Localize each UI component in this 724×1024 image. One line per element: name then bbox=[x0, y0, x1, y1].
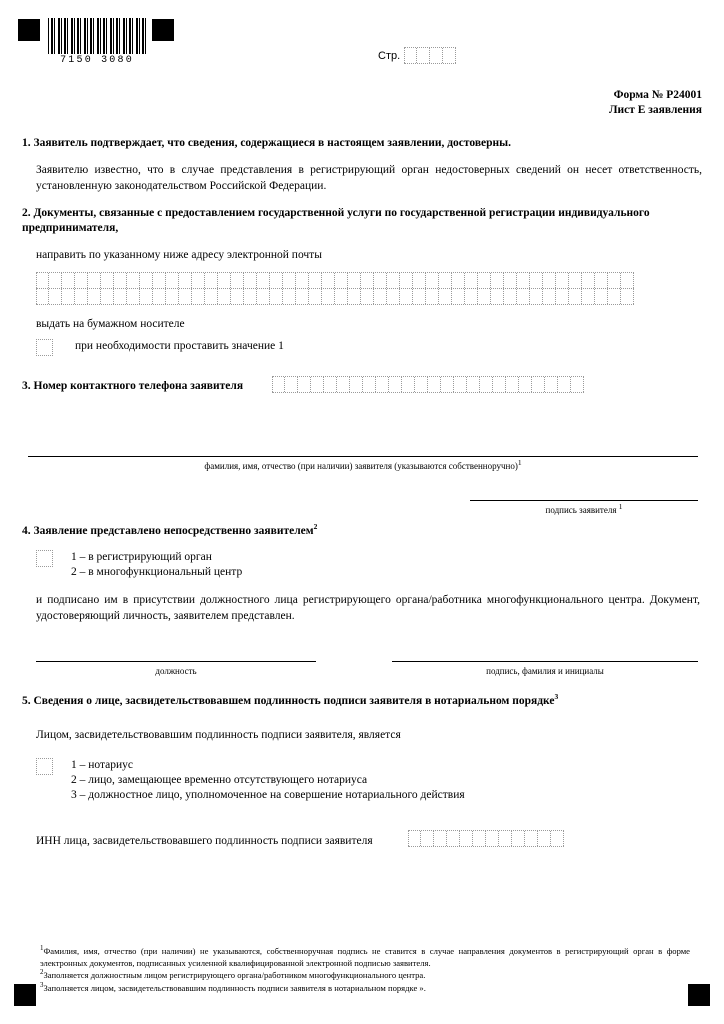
section5-checkbox[interactable] bbox=[36, 758, 53, 775]
applicant-name-caption-text: фамилия, имя, отчество (при наличии) заявителя (указываются собственноручно) bbox=[204, 461, 518, 471]
input-cell[interactable] bbox=[517, 289, 530, 304]
section2-email-label: направить по указанному ниже адресу электронной почты bbox=[36, 249, 322, 261]
input-cell[interactable] bbox=[430, 48, 443, 63]
input-cell[interactable] bbox=[499, 831, 512, 846]
input-cell[interactable] bbox=[582, 289, 595, 304]
input-cell[interactable] bbox=[434, 831, 447, 846]
input-cell[interactable] bbox=[114, 273, 127, 288]
input-cell[interactable] bbox=[283, 289, 296, 304]
input-cell[interactable] bbox=[504, 273, 517, 288]
input-cell[interactable] bbox=[88, 289, 101, 304]
input-cell[interactable] bbox=[296, 273, 309, 288]
input-cell[interactable] bbox=[350, 377, 363, 392]
input-cell[interactable] bbox=[582, 273, 595, 288]
page-number-cells[interactable] bbox=[404, 47, 456, 64]
input-cell[interactable] bbox=[480, 377, 493, 392]
input-cell[interactable] bbox=[387, 289, 400, 304]
input-cell[interactable] bbox=[413, 289, 426, 304]
email-grid[interactable] bbox=[36, 272, 634, 305]
form-sheet: Лист Е заявления bbox=[608, 104, 702, 116]
input-cell[interactable] bbox=[387, 273, 400, 288]
input-cell[interactable] bbox=[62, 289, 75, 304]
input-cell[interactable] bbox=[421, 831, 434, 846]
input-cell[interactable] bbox=[88, 273, 101, 288]
input-cell[interactable] bbox=[322, 289, 335, 304]
applicant-name-rule bbox=[28, 456, 698, 457]
footnote-1-marker: 1 bbox=[40, 944, 44, 953]
input-cell[interactable] bbox=[231, 273, 244, 288]
footnote-2-text: Заполняется должностным лицом регистрирующего органа/работником многофункционального центра. bbox=[43, 970, 426, 980]
input-cell[interactable] bbox=[402, 377, 415, 392]
input-cell[interactable] bbox=[441, 377, 454, 392]
input-cell[interactable] bbox=[417, 48, 430, 63]
section3-label: 3. Номер контактного телефона заявителя bbox=[22, 380, 244, 392]
paper-hint: при необходимости проставить значение 1 bbox=[75, 340, 284, 352]
input-cell[interactable] bbox=[443, 48, 456, 63]
section5-option-row bbox=[36, 758, 465, 803]
input-cell[interactable] bbox=[543, 289, 556, 304]
input-cell[interactable] bbox=[348, 273, 361, 288]
input-cell[interactable] bbox=[49, 273, 62, 288]
input-cell[interactable] bbox=[486, 831, 499, 846]
input-cell[interactable] bbox=[621, 273, 634, 288]
input-cell[interactable] bbox=[460, 831, 473, 846]
footnote-1 bbox=[40, 946, 690, 969]
input-cell[interactable] bbox=[558, 377, 571, 392]
input-cell[interactable] bbox=[491, 273, 504, 288]
page-number-field bbox=[378, 47, 456, 64]
corner-mark-top-right bbox=[152, 19, 174, 41]
input-cell[interactable] bbox=[361, 289, 374, 304]
input-cell[interactable] bbox=[283, 273, 296, 288]
input-cell[interactable] bbox=[179, 273, 192, 288]
section5-intro: Лицом, засвидетельствовавшим подлинность подписи заявителя, является bbox=[36, 729, 401, 741]
inn-cells[interactable] bbox=[408, 830, 564, 847]
footnote-3 bbox=[40, 980, 690, 995]
input-cell[interactable] bbox=[244, 289, 257, 304]
input-cell[interactable] bbox=[506, 377, 519, 392]
input-cell[interactable] bbox=[311, 377, 324, 392]
footnote-3-text: Заполняется лицом, засвидетельствовавшим подлинность подписи заявителя в нотариальном порядке ». bbox=[43, 982, 426, 993]
footnotes bbox=[40, 946, 690, 995]
input-cell[interactable] bbox=[426, 273, 439, 288]
barcode-digits: 7150 3080 bbox=[60, 55, 134, 66]
input-cell[interactable] bbox=[404, 48, 417, 63]
section5-option-2[interactable]: 2 – лицо, замещающее временно отсутствующего нотариуса bbox=[71, 774, 368, 786]
form-title bbox=[609, 88, 702, 118]
input-cell[interactable] bbox=[473, 831, 486, 846]
input-cell[interactable] bbox=[465, 289, 478, 304]
input-cell[interactable] bbox=[101, 289, 114, 304]
input-cell[interactable] bbox=[348, 289, 361, 304]
input-cell[interactable] bbox=[467, 377, 480, 392]
input-cell[interactable] bbox=[512, 831, 525, 846]
inn-grid[interactable] bbox=[408, 830, 564, 847]
input-cell[interactable] bbox=[556, 273, 569, 288]
footnote-2-marker: 2 bbox=[40, 968, 44, 977]
input-cell[interactable] bbox=[569, 289, 582, 304]
section4-body: и подписано им в присутствии должностного лица регистрирующего органа/работника многофункционального центра. Документ, удостоверяющий личность, заявителем представлен. bbox=[36, 594, 700, 622]
input-cell[interactable] bbox=[309, 289, 322, 304]
section5-option-1[interactable]: 1 – нотариус bbox=[71, 759, 134, 771]
input-cell[interactable] bbox=[408, 831, 421, 846]
section4-option-1[interactable]: 1 – в регистрирующий орган bbox=[71, 551, 212, 563]
input-cell[interactable] bbox=[556, 289, 569, 304]
input-cell[interactable] bbox=[465, 273, 478, 288]
input-cell[interactable] bbox=[298, 377, 311, 392]
input-cell[interactable] bbox=[525, 831, 538, 846]
official-signature-caption: подпись, фамилия и инициалы bbox=[486, 666, 604, 676]
input-cell[interactable] bbox=[140, 273, 153, 288]
input-cell[interactable] bbox=[153, 273, 166, 288]
input-cell[interactable] bbox=[428, 377, 441, 392]
input-cell[interactable] bbox=[530, 289, 543, 304]
input-cell[interactable] bbox=[374, 289, 387, 304]
input-cell[interactable] bbox=[447, 831, 460, 846]
corner-mark-bottom-right bbox=[688, 984, 710, 1006]
input-cell[interactable] bbox=[491, 289, 504, 304]
email-cells-row1[interactable] bbox=[36, 272, 634, 289]
input-cell[interactable] bbox=[415, 377, 428, 392]
footnote-2 bbox=[40, 970, 690, 982]
input-cell[interactable] bbox=[413, 273, 426, 288]
input-cell[interactable] bbox=[75, 273, 88, 288]
input-cell[interactable] bbox=[36, 273, 49, 288]
input-cell[interactable] bbox=[478, 273, 491, 288]
input-cell[interactable] bbox=[114, 289, 127, 304]
input-cell[interactable] bbox=[324, 377, 337, 392]
barcode-bars bbox=[48, 18, 146, 54]
input-cell[interactable] bbox=[296, 289, 309, 304]
input-cell[interactable] bbox=[75, 289, 88, 304]
input-cell[interactable] bbox=[140, 289, 153, 304]
page-number-label: Стр. bbox=[378, 49, 401, 62]
footnote-1-text: Фамилия, имя, отчество (при наличии) не указываются, собственноручная подпись не ставится в случае направления документов в регистрирующий орган в форме электронных документов, подписанных усиленной квалифицированной электронной подписью заявителя. bbox=[40, 946, 690, 968]
section4-heading-text: 4. Заявление представлено непосредственно заявителем bbox=[22, 525, 314, 537]
input-cell[interactable] bbox=[517, 273, 530, 288]
input-cell[interactable] bbox=[621, 289, 634, 304]
input-cell[interactable] bbox=[218, 289, 231, 304]
input-cell[interactable] bbox=[519, 377, 532, 392]
input-cell[interactable] bbox=[452, 289, 465, 304]
input-cell[interactable] bbox=[608, 289, 621, 304]
input-cell[interactable] bbox=[493, 377, 506, 392]
section1-heading: 1. Заявитель подтверждает, что сведения, содержащиеся в настоящем заявлении, достоверны. bbox=[22, 137, 512, 149]
input-cell[interactable] bbox=[426, 289, 439, 304]
input-cell[interactable] bbox=[205, 273, 218, 288]
applicant-signature-caption-text: подпись заявителя bbox=[545, 505, 617, 515]
input-cell[interactable] bbox=[257, 273, 270, 288]
input-cell[interactable] bbox=[504, 289, 517, 304]
input-cell[interactable] bbox=[285, 377, 298, 392]
paper-checkbox[interactable] bbox=[36, 339, 53, 356]
input-cell[interactable] bbox=[309, 273, 322, 288]
section1-body: Заявителю известно, что в случае представления в регистрирующий орган недостоверных сведений он несет ответственность, установленную законодательством Российской Федерации. bbox=[36, 164, 702, 192]
input-cell[interactable] bbox=[153, 289, 166, 304]
input-cell[interactable] bbox=[595, 289, 608, 304]
section5-heading-text: 5. Сведения о лице, засвидетельствовавшем подлинность подписи заявителя в нотариальном порядке bbox=[22, 695, 555, 707]
input-cell[interactable] bbox=[530, 273, 543, 288]
input-cell[interactable] bbox=[335, 273, 348, 288]
section5-option-3[interactable]: 3 – должностное лицо, уполномоченное на совершение нотариального действия bbox=[71, 789, 465, 801]
paper-option-row bbox=[36, 339, 284, 356]
input-cell[interactable] bbox=[127, 273, 140, 288]
input-cell[interactable] bbox=[231, 289, 244, 304]
input-cell[interactable] bbox=[244, 273, 257, 288]
input-cell[interactable] bbox=[101, 273, 114, 288]
input-cell[interactable] bbox=[192, 289, 205, 304]
input-cell[interactable] bbox=[454, 377, 467, 392]
phone-grid[interactable] bbox=[272, 376, 584, 393]
input-cell[interactable] bbox=[335, 289, 348, 304]
input-cell[interactable] bbox=[361, 273, 374, 288]
input-cell[interactable] bbox=[36, 289, 49, 304]
input-cell[interactable] bbox=[363, 377, 376, 392]
phone-cells[interactable] bbox=[272, 376, 584, 393]
input-cell[interactable] bbox=[166, 289, 179, 304]
input-cell[interactable] bbox=[270, 289, 283, 304]
input-cell[interactable] bbox=[218, 273, 231, 288]
input-cell[interactable] bbox=[538, 831, 551, 846]
position-caption: должность bbox=[155, 666, 197, 676]
section5-heading bbox=[22, 694, 712, 709]
input-cell[interactable] bbox=[543, 273, 556, 288]
input-cell[interactable] bbox=[49, 289, 62, 304]
applicant-name-footnote-marker: 1 bbox=[517, 458, 522, 467]
input-cell[interactable] bbox=[571, 377, 584, 392]
applicant-name-caption bbox=[28, 460, 698, 472]
input-cell[interactable] bbox=[166, 273, 179, 288]
section5-footnote-marker: 3 bbox=[554, 692, 559, 702]
input-cell[interactable] bbox=[205, 289, 218, 304]
input-cell[interactable] bbox=[179, 289, 192, 304]
barcode bbox=[48, 18, 146, 66]
official-signature-rule bbox=[392, 661, 698, 662]
section4-checkbox[interactable] bbox=[36, 550, 53, 567]
input-cell[interactable] bbox=[439, 273, 452, 288]
input-cell[interactable] bbox=[376, 377, 389, 392]
email-cells-row2[interactable] bbox=[36, 289, 634, 305]
input-cell[interactable] bbox=[62, 273, 75, 288]
applicant-signature-caption bbox=[470, 504, 698, 516]
section4-heading bbox=[22, 524, 702, 539]
corner-mark-top-left bbox=[18, 19, 40, 41]
section4-option-row bbox=[36, 550, 242, 580]
input-cell[interactable] bbox=[322, 273, 335, 288]
input-cell[interactable] bbox=[270, 273, 283, 288]
footnote-3-marker: 3 bbox=[40, 980, 44, 989]
input-cell[interactable] bbox=[127, 289, 140, 304]
section2-paper-label: выдать на бумажном носителе bbox=[36, 318, 185, 330]
section4-footnote-marker: 2 bbox=[313, 522, 318, 532]
input-cell[interactable] bbox=[192, 273, 205, 288]
input-cell[interactable] bbox=[608, 273, 621, 288]
section2-heading: 2. Документы, связанные с предоставлением государственной услуги по государственной регистрации индивидуального предпринимателя, bbox=[22, 207, 650, 234]
applicant-signature-rule bbox=[470, 500, 698, 501]
input-cell[interactable] bbox=[595, 273, 608, 288]
form-number: Форма № Р24001 bbox=[613, 89, 702, 101]
position-rule bbox=[36, 661, 316, 662]
input-cell[interactable] bbox=[374, 273, 387, 288]
input-cell[interactable] bbox=[257, 289, 270, 304]
input-cell[interactable] bbox=[337, 377, 350, 392]
input-cell[interactable] bbox=[389, 377, 402, 392]
section4-option-2[interactable]: 2 – в многофункциональный центр bbox=[71, 566, 243, 578]
input-cell[interactable] bbox=[400, 273, 413, 288]
input-cell[interactable] bbox=[569, 273, 582, 288]
inn-label: ИНН лица, засвидетельствовавшего подлинность подписи заявителя bbox=[36, 835, 373, 847]
applicant-signature-footnote-marker: 1 bbox=[618, 502, 623, 511]
input-cell[interactable] bbox=[478, 289, 491, 304]
input-cell[interactable] bbox=[400, 289, 413, 304]
input-cell[interactable] bbox=[439, 289, 452, 304]
input-cell[interactable] bbox=[545, 377, 558, 392]
input-cell[interactable] bbox=[452, 273, 465, 288]
input-cell[interactable] bbox=[551, 831, 564, 846]
input-cell[interactable] bbox=[532, 377, 545, 392]
corner-mark-bottom-left bbox=[14, 984, 36, 1006]
input-cell[interactable] bbox=[272, 377, 285, 392]
